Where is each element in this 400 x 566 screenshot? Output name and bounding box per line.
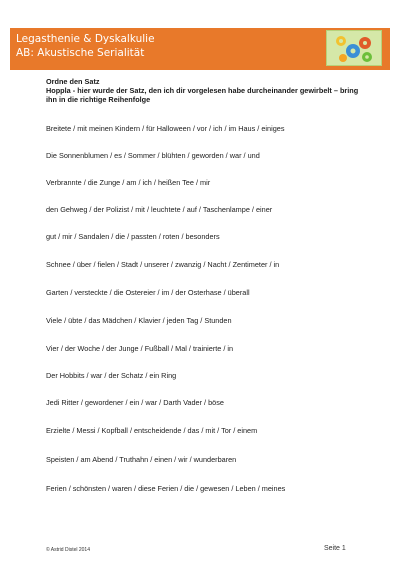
sentence-item-5: gut / mir / Sandalen / die / passten / roten / besonders [46, 232, 220, 241]
task-heading: Ordne den Satz [46, 77, 100, 86]
task-subheading: Hoppla - hier wurde der Satz, den ich dir vorgelesen habe durcheinander gewirbelt – bring ihn in die richtige Reihenfolge [46, 86, 359, 104]
sentence-item-8: Viele / übte / das Mädchen / Klavier / jeden Tag / Stunden [46, 316, 232, 325]
document-header [10, 28, 390, 70]
sentence-item-12: Erzielte / Messi / Kopfball / entscheidende / das / mit / Tor / einem [46, 426, 258, 435]
sentence-item-4: den Gehweg / der Polizist / mit / leuchtete / auf / Taschenlampe / einer [46, 205, 273, 214]
sentence-item-13: Speisten / am Abend / Truthahn / einen / wir / wunderbaren [46, 455, 237, 464]
header-title-line1: Legasthenie & Dyskalkulie [16, 33, 155, 45]
sentence-item-11: Jedi Ritter / gewordener / ein / war / Darth Vader / böse [46, 398, 224, 407]
sentence-item-2: Die Sonnenblumen / es / Sommer / blühten / geworden / war / und [46, 151, 260, 160]
sentence-item-7: Garten / versteckte / die Ostereier / im / der Osterhase / überall [46, 288, 250, 297]
sentence-item-10: Der Hobbits / war / der Schatz / ein Ring [46, 371, 177, 380]
sentence-item-9: Vier / der Woche / der Junge / Fußball / Mal / trainierte / in [46, 344, 234, 353]
gears-logo-icon [326, 30, 382, 66]
task-instructions [46, 77, 366, 104]
footer-page-number: Seite 1 [324, 545, 346, 552]
header-title-line2: AB: Akustische Serialität [16, 47, 145, 59]
sentence-item-14: Ferien / schönsten / waren / diese Ferien / die / gewesen / Leben / meines [46, 484, 286, 493]
sentence-item-1: Breitete / mit meinen Kindern / für Halloween / vor / ich / im Haus / einiges [46, 124, 285, 133]
footer-copyright: © Astrid Distel 2014 [46, 547, 90, 553]
sentence-item-6: Schnee / über / fielen / Stadt / unserer / zwanzig / Nacht / Zentimeter / in [46, 260, 280, 269]
sentence-item-3: Verbrannte / die Zunge / am / ich / heißen Tee / mir [46, 178, 211, 187]
